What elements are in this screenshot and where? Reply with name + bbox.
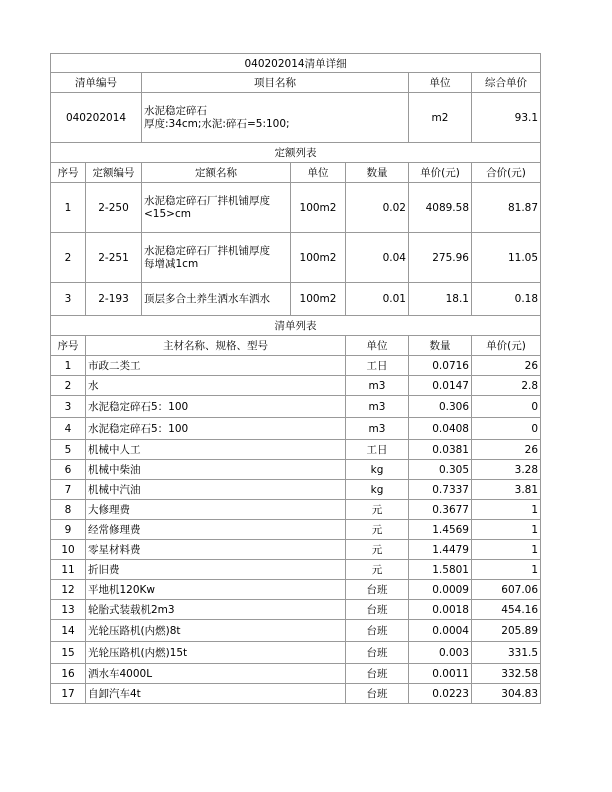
material-seq: 1 [51,356,86,376]
bill-code: 040202014 [51,93,142,143]
quota-code: 2-193 [86,283,142,316]
material-price: 0 [472,418,541,440]
material-qty: 0.0223 [409,684,472,704]
material-name: 光轮压路机(内燃)15t [86,642,346,664]
material-section-title: 清单列表 [51,316,541,336]
quota-name-header: 定额名称 [142,163,291,183]
quota-name-line1: 水泥稳定碎石厂拌机铺厚度 [144,194,270,207]
material-unit: m3 [346,376,409,396]
quota-price: 275.96 [409,233,472,283]
bill-price-header: 综合单价 [472,73,541,93]
material-row [51,460,541,480]
material-qty: 0.003 [409,642,472,664]
material-seq-header: 序号 [51,336,86,356]
material-row [51,520,541,540]
quota-total-header: 合价(元) [472,163,541,183]
material-qty: 0.0147 [409,376,472,396]
material-qty: 0.7337 [409,480,472,500]
quota-name-line2: 每增减1cm [144,257,199,270]
material-name: 水泥稳定碎石5：100 [86,418,346,440]
material-price: 454.16 [472,600,541,620]
bill-price: 93.1 [472,93,541,143]
material-name: 大修理费 [86,500,346,520]
material-seq: 8 [51,500,86,520]
material-qty: 0.0716 [409,356,472,376]
quota-name-line1: 水泥稳定碎石厂拌机铺厚度 [144,244,270,257]
material-qty: 0.0408 [409,418,472,440]
material-unit: 元 [346,540,409,560]
quota-qty: 0.02 [346,183,409,233]
material-name: 水 [86,376,346,396]
bill-unit-header: 单位 [409,73,472,93]
material-name-header: 主材名称、规格、型号 [86,336,346,356]
material-qty: 1.4569 [409,520,472,540]
material-row [51,376,541,396]
material-row [51,356,541,376]
bill-name-line1: 水泥稳定碎石 [144,104,207,117]
quota-seq: 2 [51,233,86,283]
material-price: 1 [472,560,541,580]
material-qty: 0.305 [409,460,472,480]
material-row [51,684,541,704]
material-price: 205.89 [472,620,541,642]
material-qty: 1.5801 [409,560,472,580]
material-price: 26 [472,356,541,376]
quota-header-row [51,163,541,183]
material-row [51,418,541,440]
material-qty: 0.3677 [409,500,472,520]
material-unit-header: 单位 [346,336,409,356]
material-qty: 1.4479 [409,540,472,560]
material-seq: 9 [51,520,86,540]
material-price: 304.83 [472,684,541,704]
material-name: 光轮压路机(内燃)8t [86,620,346,642]
material-name: 机械中汽油 [86,480,346,500]
material-qty-header: 数量 [409,336,472,356]
material-qty: 0.0004 [409,620,472,642]
material-name: 机械中人工 [86,440,346,460]
material-seq: 7 [51,480,86,500]
material-price: 332.58 [472,664,541,684]
material-qty: 0.0009 [409,580,472,600]
material-price: 2.8 [472,376,541,396]
quota-name-line1: 顶层多合土养生洒水车洒水 [144,292,270,305]
material-row [51,664,541,684]
material-unit: 台班 [346,620,409,642]
material-qty: 0.306 [409,396,472,418]
quota-row [51,233,541,283]
quota-code: 2-251 [86,233,142,283]
material-row [51,600,541,620]
material-name: 市政二类工 [86,356,346,376]
material-row [51,580,541,600]
quota-qty: 0.04 [346,233,409,283]
bill-name-line2: 厚度:34cm;水泥:碎石=5:100; [144,117,290,130]
quota-total: 0.18 [472,283,541,316]
material-unit: 工日 [346,356,409,376]
material-seq: 17 [51,684,86,704]
material-name: 自卸汽车4t [86,684,346,704]
material-seq: 6 [51,460,86,480]
quota-price: 18.1 [409,283,472,316]
material-unit: kg [346,460,409,480]
material-qty: 0.0011 [409,664,472,684]
bill-code-header: 清单编号 [51,73,142,93]
material-unit: 元 [346,560,409,580]
quota-unit: 100m2 [291,233,346,283]
material-qty: 0.0018 [409,600,472,620]
material-row [51,396,541,418]
quota-seq: 3 [51,283,86,316]
material-seq: 3 [51,396,86,418]
material-unit: 台班 [346,664,409,684]
material-seq: 10 [51,540,86,560]
material-seq: 2 [51,376,86,396]
material-qty: 0.0381 [409,440,472,460]
material-seq: 4 [51,418,86,440]
material-price: 607.06 [472,580,541,600]
material-seq: 13 [51,600,86,620]
bill-row [51,93,541,143]
material-row [51,620,541,642]
material-price-header: 单价(元) [472,336,541,356]
material-seq: 11 [51,560,86,580]
material-name: 零星材料费 [86,540,346,560]
material-price: 331.5 [472,642,541,664]
quota-section-row [51,143,541,163]
material-unit: m3 [346,396,409,418]
material-seq: 12 [51,580,86,600]
material-unit: 元 [346,500,409,520]
material-seq: 16 [51,664,86,684]
material-row [51,500,541,520]
material-name: 机械中柴油 [86,460,346,480]
material-name: 平地机120Kw [86,580,346,600]
material-name: 经常修理费 [86,520,346,540]
material-seq: 5 [51,440,86,460]
material-name: 轮胎式装载机2m3 [86,600,346,620]
quota-price-header: 单价(元) [409,163,472,183]
quota-price: 4089.58 [409,183,472,233]
quota-qty-header: 数量 [346,163,409,183]
quota-unit-header: 单位 [291,163,346,183]
table-title: 040202014清单详细 [51,54,541,73]
bill-name-header: 项目名称 [142,73,409,93]
material-price: 3.81 [472,480,541,500]
material-name: 水泥稳定碎石5：100 [86,396,346,418]
bill-header-row [51,73,541,93]
quota-row [51,183,541,233]
quota-code: 2-250 [86,183,142,233]
quota-name [142,283,291,316]
material-unit: 工日 [346,440,409,460]
material-unit: m3 [346,418,409,440]
material-unit: 台班 [346,642,409,664]
quota-name [142,183,291,233]
quota-total: 81.87 [472,183,541,233]
material-price: 3.28 [472,460,541,480]
quota-seq: 1 [51,183,86,233]
material-seq: 15 [51,642,86,664]
quota-seq-header: 序号 [51,163,86,183]
material-price: 1 [472,540,541,560]
quota-unit: 100m2 [291,283,346,316]
material-price: 0 [472,396,541,418]
quota-section-title: 定额列表 [51,143,541,163]
material-unit: kg [346,480,409,500]
bill-unit: m2 [409,93,472,143]
quota-qty: 0.01 [346,283,409,316]
material-row [51,642,541,664]
quota-total: 11.05 [472,233,541,283]
material-unit: 台班 [346,684,409,704]
material-unit: 台班 [346,600,409,620]
material-price: 1 [472,500,541,520]
bill-name [142,93,409,143]
quota-name-line2: <15>cm [144,207,191,220]
material-header-row [51,336,541,356]
material-unit: 台班 [346,580,409,600]
material-row [51,440,541,460]
material-seq: 14 [51,620,86,642]
title-row [51,54,541,73]
material-name: 洒水车4000L [86,664,346,684]
material-row [51,560,541,580]
material-row [51,540,541,560]
quota-code-header: 定额编号 [86,163,142,183]
material-unit: 元 [346,520,409,540]
quota-row [51,283,541,316]
material-name: 折旧费 [86,560,346,580]
material-section-row [51,316,541,336]
quota-name [142,233,291,283]
material-row [51,480,541,500]
bill-detail-table [50,53,541,704]
quota-unit: 100m2 [291,183,346,233]
table-body [51,54,541,704]
material-price: 26 [472,440,541,460]
material-price: 1 [472,520,541,540]
